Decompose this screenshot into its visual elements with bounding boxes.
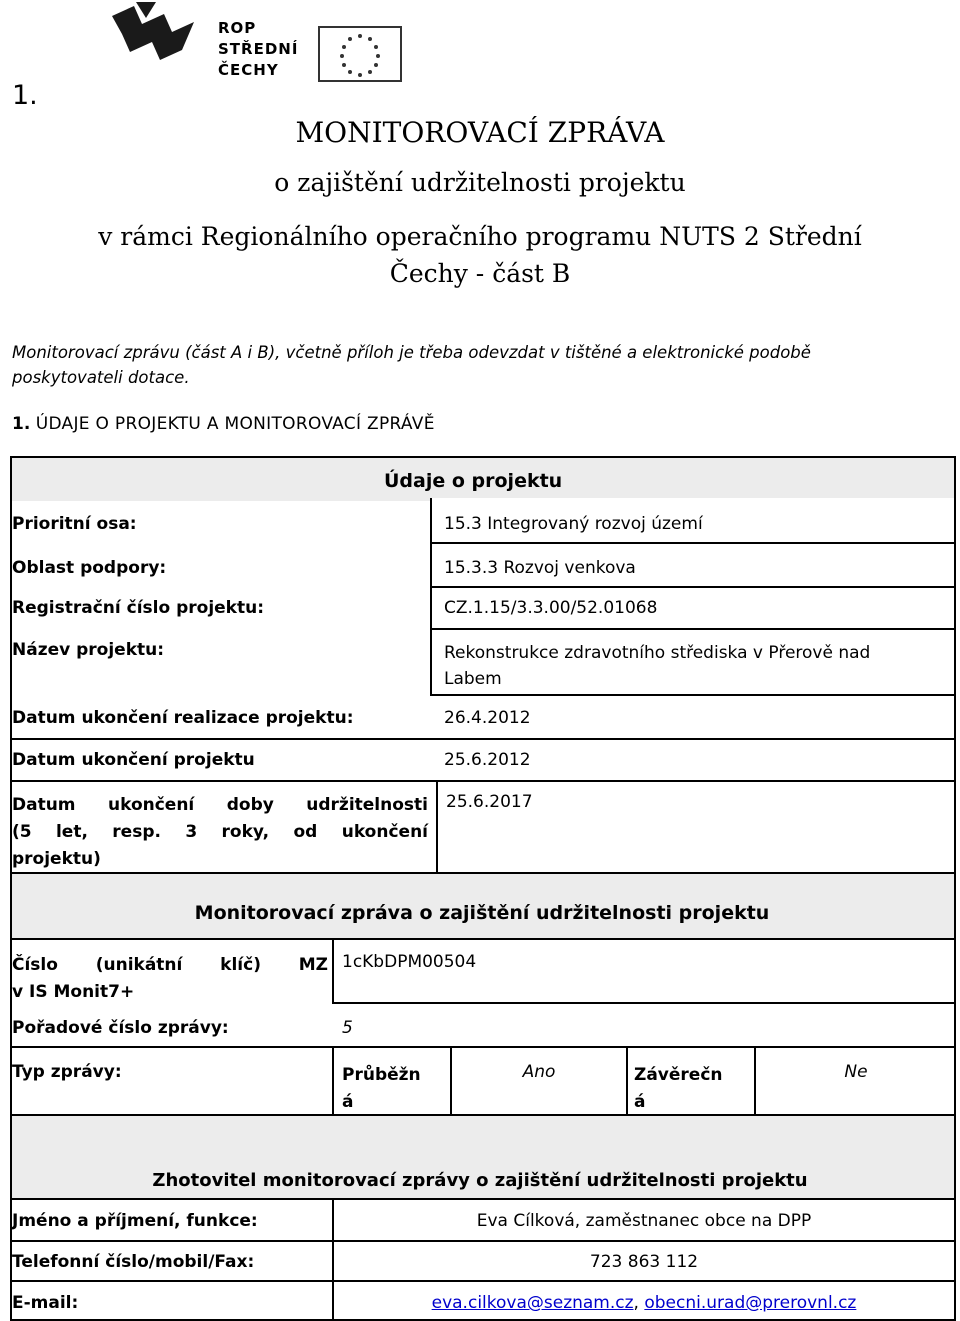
report-order-label: Pořadové číslo zprávy: [12,1018,229,1038]
rop-logo-text: ROP STŘEDNÍ ČECHY [218,19,299,79]
report-type-interim-label: Průběžn á [342,1065,421,1112]
report-key-label: Číslo (unikátní klíč) MZ v IS Monit7+ [12,955,328,1002]
author-phone-value: 723 863 112 [589,1252,699,1272]
section-heading: 1. ÚDAJE O PROJEKTU A MONITOROVACÍ ZPRÁVĚ [12,414,435,434]
document-title: MONITOROVACÍ ZPRÁVA [295,116,665,149]
priority-axis-label: Prioritní osa: [12,514,137,534]
document-subtitle: o zajištění udržitelnosti projektu [274,168,686,197]
eu-flag-icon [318,26,402,82]
project-section-heading: Údaje o projektu [384,470,563,492]
author-name-value: Eva Cílková, zaměstnanec obce na DPP [476,1211,812,1231]
project-name-value: Rekonstrukce zdravotního střediska v Přerově nad Labem [444,643,871,689]
author-email-label: E-mail: [12,1293,79,1313]
project-end-label: Datum ukončení projektu [12,750,255,770]
report-type-label: Typ zprávy: [12,1062,122,1082]
priority-axis-value: 15.3 Integrovaný rozvoj území [444,514,703,534]
sustainability-end-value: 25.6.2017 [446,792,533,812]
project-name-label: Název projektu: [12,640,165,660]
support-area-value: 15.3.3 Rozvoj venkova [444,558,636,578]
realization-end-value: 26.4.2012 [444,708,531,728]
author-section-heading: Zhotovitel monitorovací zprávy o zajištění udržitelnosti projektu [152,1170,808,1191]
author-email-values: eva.cilkova@seznam.cz, obecni.urad@prerovnl.cz [431,1293,857,1313]
report-type-final-label: Závěrečn á [634,1065,723,1112]
document-subtitle-program: v rámci Regionálního operačního programu NUTS 2 Střední Čechy - část B [98,222,862,288]
intro-text: Monitorovací zprávu (část A i B), včetně příloh je třeba odevzdat v tištěné a elektronické podobě poskytovateli dotace. [12,343,811,387]
report-order-value: 5 [342,1018,353,1038]
support-area-label: Oblast podpory: [12,558,167,578]
email-link-2[interactable]: obecni.urad@prerovnl.cz [644,1293,857,1313]
page-number: 1. [12,80,38,111]
project-end-value: 25.6.2012 [444,750,531,770]
sustainability-end-label: Datum ukončení doby udržitelnosti (5 let, resp. 3 roky, od ukončení projektu) [12,795,428,869]
report-key-value: 1cKbDPM00504 [342,952,477,972]
report-type-final-value: Ne [844,1062,868,1082]
report-section-heading: Monitorovací zpráva o zajištění udržitelnosti projektu [194,902,770,924]
author-name-label: Jméno a příjmení, funkce: [12,1211,258,1231]
realization-end-label: Datum ukončení realizace projektu: [12,708,354,728]
registration-number-label: Registrační číslo projektu: [12,598,265,618]
report-type-interim-value: Ano [522,1062,556,1082]
registration-number-value: CZ.1.15/3.3.00/52.01068 [444,598,658,618]
author-phone-label: Telefonní číslo/mobil/Fax: [12,1252,255,1272]
email-link-1[interactable]: eva.cilkova@seznam.cz [431,1293,634,1313]
